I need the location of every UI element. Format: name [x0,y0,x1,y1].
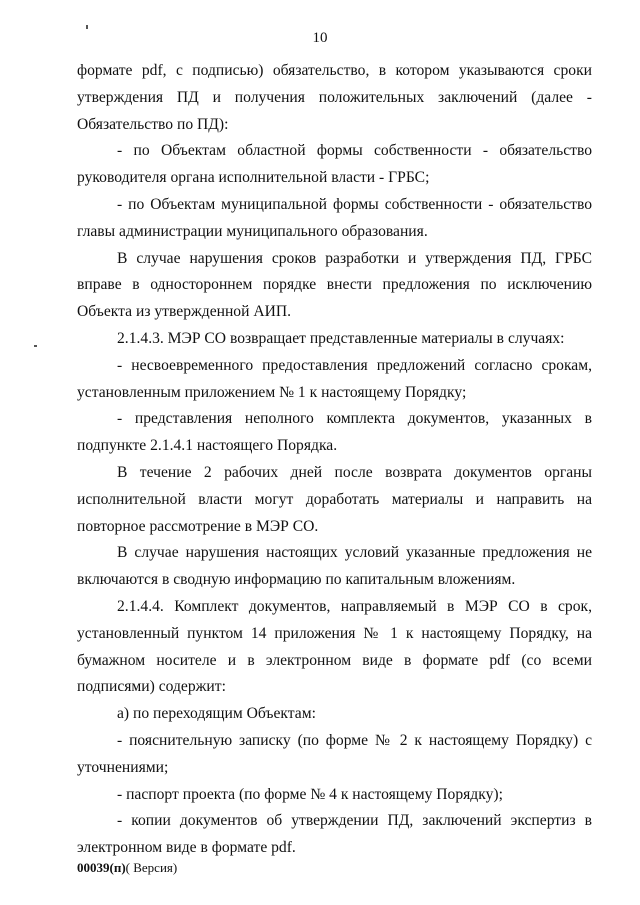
paragraph: а) по переходящим Объектам: [117,705,316,723]
page-number: 10 [312,30,328,46]
paragraph: 2.1.4.3. МЭР СО возвращает представленные материалы в случаях: [117,329,565,347]
paragraph: формате pdf, с подписью) обязательство, в котором указываются сроки утверждения ПД и получения положительных заключений (далее - Обязательство по ПД): [77,62,592,133]
paragraph: - копии документов об утверждении ПД, заключений экспертиз в электронном виде в формате pdf. [77,812,592,857]
paragraph: - по Объектам муниципальной формы собственности - обязательство главы администрации муниципального образования. [77,195,592,240]
paragraph: - несвоевременного предоставления предложений согласно срокам, установленным приложением № 1 к настоящему Порядку; [77,356,592,401]
paragraph: В случае нарушения сроков разработки и утверждения ПД, ГРБС вправе в одностороннем порядке внести предложения по исключению Объекта из утвержденной АИП. [77,249,592,321]
paragraph: 2.1.4.4. Комплект документов, направляемый в МЭР СО в срок, установленный пунктом 14 приложения № 1 к настоящему Порядку, на бумажном носителе и в электронном виде в формате pdf (со всеми подписями) содержит: [77,597,592,696]
paragraph: В случае нарушения настоящих условий указанные предложения не включаются в сводную информацию по капитальным вложениям. [77,544,592,589]
document-code: 00039(п) [77,860,126,875]
paragraph: - пояснительную записку (по форме № 2 к настоящему Порядку) с уточнениями; [77,731,592,776]
paragraph: В течение 2 рабочих дней после возврата документов органы исполнительной власти могут доработать материалы и направить на повторное рассмотрение в МЭР СО. [77,463,592,535]
scan-speck-top [86,25,88,29]
document-version: ( Версия) [125,860,178,875]
document-footer [77,860,177,876]
scan-speck-left [34,345,37,347]
paragraph: - по Объектам областной формы собственности - обязательство руководителя органа исполнительной власти - ГРБС; [77,142,592,187]
paragraph: - представления неполного комплекта документов, указанных в подпункте 2.1.4.1 настоящего Порядка. [77,410,592,455]
paragraph: - паспорт проекта (по форме № 4 к настоящему Порядку); [117,785,503,803]
body-text [77,58,592,862]
